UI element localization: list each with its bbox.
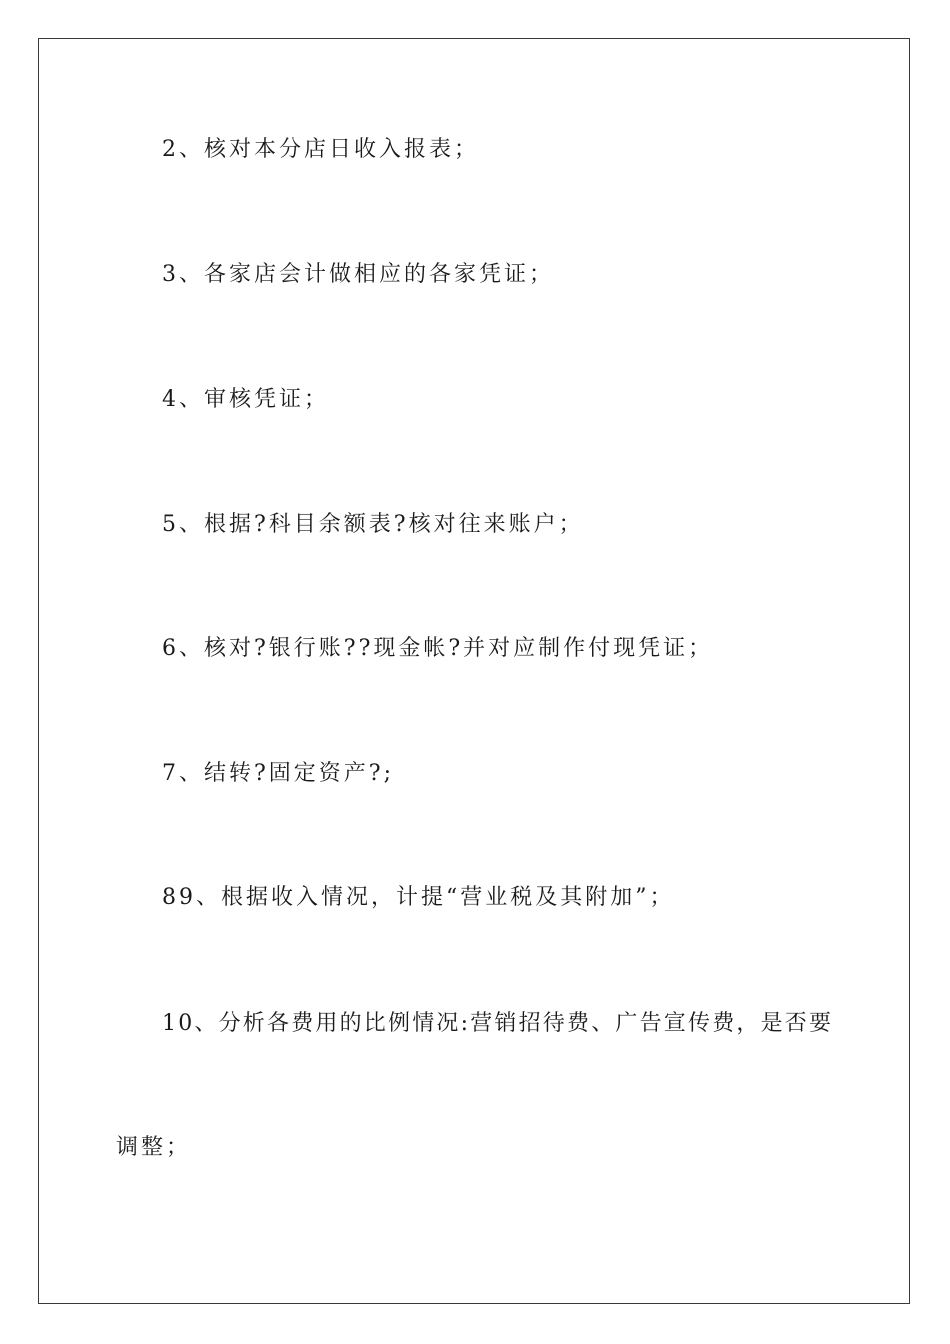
paragraph-item-2: 2、核对本分店日收入报表； (162, 137, 479, 162)
paragraph-item-6: 6、核对?银行账??现金帐?并对应制作付现凭证； (162, 636, 714, 661)
paragraph-item-7: 7、结转?固定资产?; (162, 761, 394, 786)
paragraph-item-4: 4、审核凭证； (162, 387, 329, 412)
paragraph-item-89: 89、根据收入情况，计提“营业税及其附加”； (162, 885, 675, 910)
page-border (38, 38, 910, 1304)
paragraph-item-5: 5、根据?科目余额表?核对往来账户； (162, 512, 584, 537)
paragraph-item-3: 3、各家店会计做相应的各家凭证； (162, 262, 554, 287)
paragraph-item-10-continuation: 调整； (116, 1135, 192, 1160)
paragraph-item-10: 10、分析各费用的比例情况:营销招待费、广告宣传费，是否要 (162, 1011, 834, 1036)
